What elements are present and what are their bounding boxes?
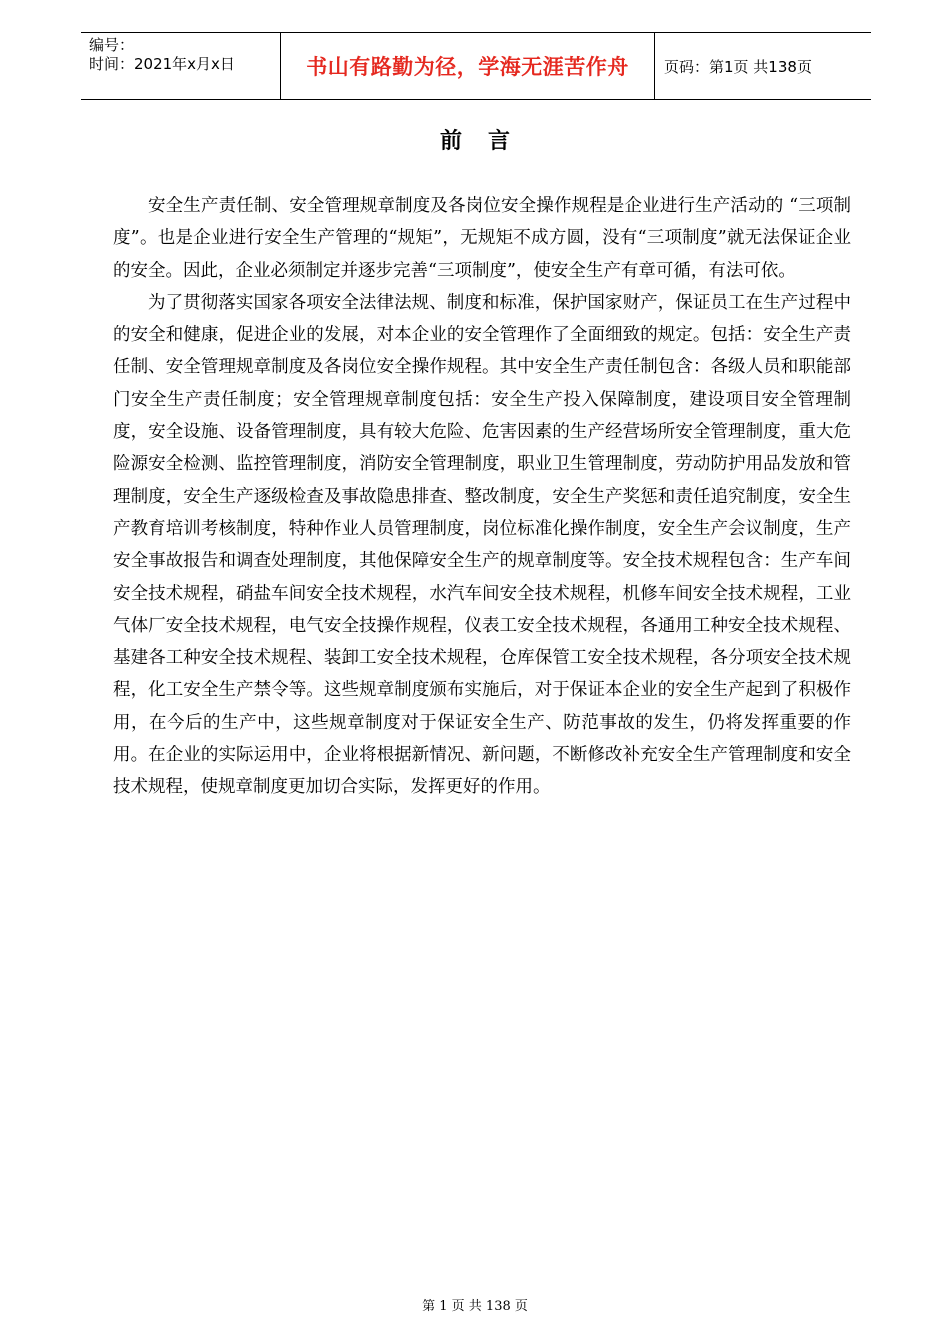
document-number-label: 编号： [89, 36, 135, 54]
header-motto: 书山有路勤为径，学海无涯苦作舟 [281, 33, 655, 99]
document-body [113, 190, 851, 804]
document-title: 前言 [439, 129, 536, 154]
document-time-label: 时间：2021年x月x日 [89, 55, 235, 73]
body-paragraph: 为了贯彻落实国家各项安全法律法规、制度和标准，保护国家财产，保证员工在生产过程中的安全和健康，促进企业的发展，对本企业的安全管理作了全面细致的规定。包括：安全生产责任制、安全管理规章制度及各岗位安全操作规程。其中安全生产责任制包含：各级人员和职能部门安全生产责任制度；安全管理规章制度包括：安全生产投入保障制度，建设项目安全管理制度，安全设施、设备管理制度，具有较大危险、危害因素的生产经营场所安全管理制度，重大危险源安全检测、监控管理制度，消防安全管理制度，职业卫生管理制度，劳动防护用品发放和管理制度，安全生产逐级检查及事故隐患排查、整改制度，安全生产奖惩和责任追究制度，安全生产教育培训考核制度，特种作业人员管理制度，岗位标准化操作制度，安全生产会议制度，生产安全事故报告和调查处理制度，其他保障安全生产的规章制度等。安全技术规程包含：生产车间安全技术规程，硝盐车间安全技术规程，水汽车间安全技术规程，机修车间安全技术规程，工业气体厂安全技术规程，电气安全技操作规程，仪表工安全技术规程，各通用工种安全技术规程、基建各工种安全技术规程、装卸工安全技术规程，仓库保管工安全技术规程，各分项安全技术规程，化工安全生产禁令等。这些规章制度颁布实施后，对于保证本企业的安全生产起到了积极作用，在今后的生产中，这些规章制度对于保证安全生产、防范事故的发生，仍将发挥重要的作用。在企业的实际运用中，企业将根据新情况、新问题，不断修改补充安全生产管理制度和安全技术规程，使规章制度更加切合实际，发挥更好的作用。 [113, 292, 851, 798]
page-header [81, 32, 871, 100]
header-page-info: 页码：第1页 共138页 [664, 57, 812, 76]
header-meta [81, 33, 281, 99]
page-footer: 第 1 页 共 138 页 [422, 1299, 528, 1314]
body-paragraph: 安全生产责任制、安全管理规章制度及各岗位安全操作规程是企业进行生产活动的 “三项制度”。也是企业进行安全生产管理的“规矩”，无规矩不成方圆，没有“三项制度”就无法保证企业的安全。因此，企业必须制定并逐步完善“三项制度”，使安全生产有章可循，有法可依。 [113, 196, 851, 281]
